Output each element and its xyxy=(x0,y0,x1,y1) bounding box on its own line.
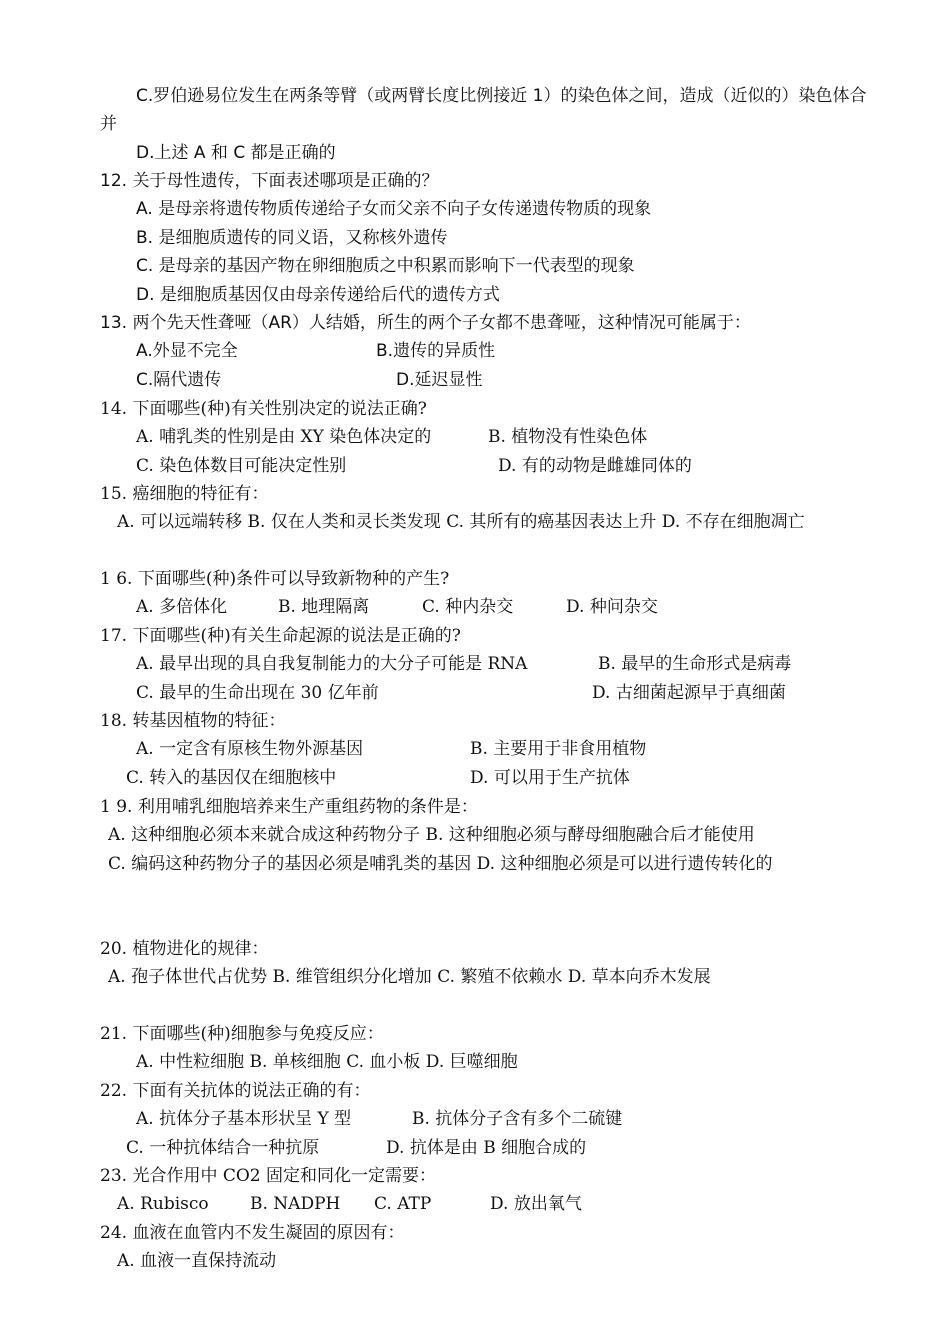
question-stem: 21. 下面哪些(种)细胞参与免疫反应： xyxy=(100,1024,384,1044)
question-stem: 24. 血液在血管内不发生凝固的原因有： xyxy=(100,1223,405,1243)
question-19 xyxy=(100,793,868,878)
options-row-ab xyxy=(100,1105,868,1133)
option-b: B. 主要用于非食用植物 xyxy=(470,739,647,760)
question-12 xyxy=(100,167,868,309)
options-row xyxy=(100,593,868,621)
option-a: A. 多倍体化 xyxy=(136,597,228,618)
question-14 xyxy=(100,395,868,480)
options-row-cd xyxy=(100,1134,868,1162)
question-18 xyxy=(100,707,868,792)
option-d: D.延迟显性 xyxy=(396,369,483,390)
option-d: D. 古细菌起源早于真细菌 xyxy=(592,682,786,703)
question-16 xyxy=(100,565,868,622)
option-a: A. 血液一直保持流动 xyxy=(117,1251,277,1272)
option-c: C. ATP xyxy=(374,1194,432,1215)
options-row-ab xyxy=(100,650,868,678)
option-d: D. 是细胞质基因仅由母亲传递给后代的遗传方式 xyxy=(136,284,500,305)
option-a: A. 最早出现的具自我复制能力的大分子可能是 RNA xyxy=(136,654,528,675)
question-15 xyxy=(100,480,868,537)
option-d: D. 有的动物是雌雄同体的 xyxy=(498,455,692,476)
question-13 xyxy=(100,309,868,394)
option-c: C.隔代遗传 xyxy=(136,369,222,390)
question-24 xyxy=(100,1219,868,1276)
question-stem: 23. 光合作用中 CO2 固定和同化一定需要： xyxy=(100,1166,437,1186)
option-b: B. 最早的生命形式是病毒 xyxy=(598,654,792,675)
options-row-cd xyxy=(100,366,868,394)
question-23 xyxy=(100,1162,868,1219)
options-ab: A. 这种细胞必须本来就合成这种药物分子 B. 这种细胞必须与酵母细胞融合后才能使用 xyxy=(108,825,755,846)
option-c: C.罗伯逊易位发生在两条等臂（或两臂长度比例接近 1）的染色体之间，造成（近似的）染色体合并 xyxy=(100,86,867,135)
options-line: A. 中性粒细胞 B. 单核细胞 C. 血小板 D. 巨噬细胞 xyxy=(136,1052,518,1073)
options-line: A. 可以远端转移 B. 仅在人类和灵长类发现 C. 其所有的癌基因表达上升 D. 不存在细胞凋亡 xyxy=(117,512,805,533)
question-11-tail xyxy=(100,82,868,167)
option-c: C. 染色体数目可能决定性别 xyxy=(136,455,347,476)
option-c: C. 是母亲的基因产物在卵细胞质之中积累而影响下一代表型的现象 xyxy=(136,256,635,277)
option-b: B. 是细胞质遗传的同义语，又称核外遗传 xyxy=(136,227,448,248)
question-stem: 17. 下面哪些(种)有关生命起源的说法是正确的? xyxy=(100,626,461,646)
option-a: A. 抗体分子基本形状呈 Y 型 xyxy=(136,1109,352,1130)
question-stem: 15. 癌细胞的特征有： xyxy=(100,484,269,504)
option-a: A. 哺乳类的性别是由 XY 染色体决定的 xyxy=(136,427,432,448)
option-d: D.上述 A 和 C 都是正确的 xyxy=(136,142,336,163)
question-21 xyxy=(100,1020,868,1077)
option-c: C. 种内杂交 xyxy=(422,597,514,618)
options-row xyxy=(100,1190,868,1218)
option-d: D. 抗体是由 B 细胞合成的 xyxy=(386,1137,587,1158)
option-a: A. 是母亲将遗传物质传递给子女而父亲不向子女传递遗传物质的现象 xyxy=(136,199,652,220)
options-cd: C. 编码这种药物分子的基因必须是哺乳类的基因 D. 这种细胞必须是可以进行遗传转化的 xyxy=(108,853,773,874)
option-a: A. Rubisco xyxy=(117,1194,209,1215)
option-d: D. 种问杂交 xyxy=(566,597,658,618)
option-a: A.外显不完全 xyxy=(136,341,238,362)
question-17 xyxy=(100,622,868,707)
question-stem: 22. 下面有关抗体的说法正确的有： xyxy=(100,1081,371,1101)
question-stem: 18. 转基因植物的特征： xyxy=(100,711,286,731)
options-row-cd xyxy=(100,764,868,792)
option-b: B. 地理隔离 xyxy=(278,597,370,618)
option-d: D. 可以用于生产抗体 xyxy=(470,767,630,788)
question-stem: 12. 关于母性遗传，下面表述哪项是正确的？ xyxy=(100,171,439,191)
options-row-ab xyxy=(100,423,868,451)
option-d: D. 放出氧气 xyxy=(490,1194,582,1215)
options-line: A. 孢子体世代占优势 B. 维管组织分化增加 C. 繁殖不依赖水 D. 草本向乔木发展 xyxy=(108,967,711,988)
question-stem: 13. 两个先天性聋哑（AR）人结婚，所生的两个子女都不患聋哑，这种情况可能属于： xyxy=(100,313,751,333)
option-b: B. 抗体分子含有多个二硫键 xyxy=(412,1109,623,1130)
option-b: B. 植物没有性染色体 xyxy=(488,427,648,448)
question-stem: 1 9. 利用哺乳细胞培养来生产重组药物的条件是： xyxy=(100,797,478,817)
option-c: C. 一种抗体结合一种抗原 xyxy=(126,1137,320,1158)
question-22 xyxy=(100,1077,868,1162)
option-c: C. 最早的生命出现在 30 亿年前 xyxy=(136,682,379,703)
option-b: B.遗传的异质性 xyxy=(376,341,496,362)
question-stem: 20. 植物进化的规律： xyxy=(100,939,269,959)
options-row-ab xyxy=(100,735,868,763)
question-stem: 14. 下面哪些(种)有关性别决定的说法正确? xyxy=(100,399,427,419)
options-row-cd xyxy=(100,679,868,707)
options-row-ab xyxy=(100,337,868,365)
question-20 xyxy=(100,935,868,992)
option-b: B. NADPH xyxy=(250,1194,341,1215)
options-row-cd xyxy=(100,452,868,480)
option-a: A. 一定含有原核生物外源基因 xyxy=(136,739,364,760)
question-stem: 1 6. 下面哪些(种)条件可以导致新物种的产生? xyxy=(100,569,450,589)
option-c: C. 转入的基因仅在细胞核中 xyxy=(126,767,337,788)
